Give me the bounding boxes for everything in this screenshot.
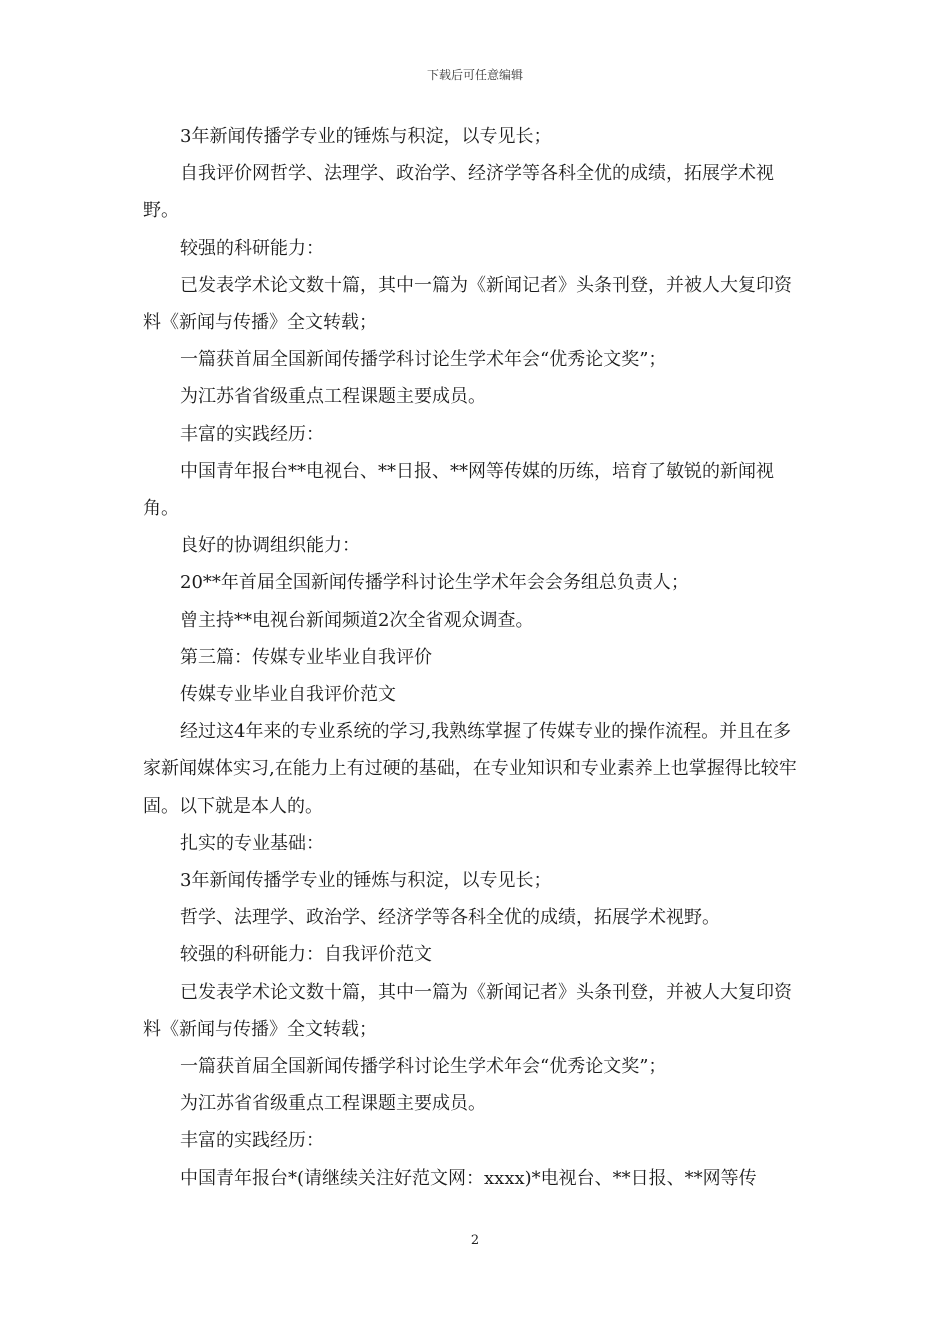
paragraph: 良好的协调组织能力： (180, 535, 360, 557)
paragraph: 曾主持**电视台新闻频道2次全省观众调查。 (180, 609, 534, 631)
paragraph: 3年新闻传播学专业的锤炼与积淀，以专见长； (180, 126, 552, 147)
page-number: 2 (470, 1233, 480, 1248)
paragraph: 已发表学术论文数十篇，其中一篇为《新闻记者》头条刊登，并被人大复印资料《新闻与传播》全文转载； (143, 981, 792, 1040)
paragraph: 中国青年报台*(请继续关注好范文网：xxxx)*电视台、**日报、**网等传 (180, 1167, 757, 1189)
page-header: 下载后可任意编辑 (426, 68, 523, 82)
paragraph: 3年新闻传播学专业的锤炼与积淀，以专见长； (180, 870, 552, 892)
paragraph: 较强的科研能力：自我评价范文 (180, 944, 432, 966)
paragraph: 较强的科研能力： (180, 237, 324, 259)
paragraph: 哲学、法理学、政治学、经济学等各科全优的成绩，拓展学术视野。 (180, 907, 720, 929)
paragraph: 已发表学术论文数十篇，其中一篇为《新闻记者》头条刊登，并被人大复印资料《新闻与传播》全文转载； (143, 274, 792, 334)
document-body (143, 118, 808, 1197)
paragraph: 经过这4年来的专业系统的学习,我熟练掌握了传媒专业的操作流程。并且在多家新闻媒体实习,在能力上有过硬的基础，在专业知识和专业素养上也掌握得比较牢固。以下就是本人的。 (143, 721, 797, 817)
paragraph: 中国青年报台**电视台、**日报、**网等传媒的历练，培育了敏锐的新闻视角。 (143, 460, 774, 520)
paragraph: 自我评价网哲学、法理学、政治学、经济学等各科全优的成绩，拓展学术视野。 (143, 163, 774, 222)
paragraph: 丰富的实践经历： (180, 1130, 324, 1152)
paragraph: 为江苏省省级重点工程课题主要成员。 (180, 1093, 486, 1115)
paragraph: 一篇获首届全国新闻传播学科讨论生学术年会“优秀论文奖”； (180, 349, 667, 371)
paragraph: 扎实的专业基础： (180, 832, 324, 854)
section-subtitle: 传媒专业毕业自我评价范文 (180, 684, 396, 706)
paragraph: 为江苏省省级重点工程课题主要成员。 (180, 386, 486, 408)
paragraph: 丰富的实践经历： (180, 423, 324, 445)
paragraph: 一篇获首届全国新闻传播学科讨论生学术年会“优秀论文奖”； (180, 1056, 667, 1078)
section-heading: 第三篇：传媒专业毕业自我评价 (180, 646, 432, 668)
paragraph: 20**年首届全国新闻传播学科讨论生学术年会会务组总负责人； (180, 572, 689, 594)
